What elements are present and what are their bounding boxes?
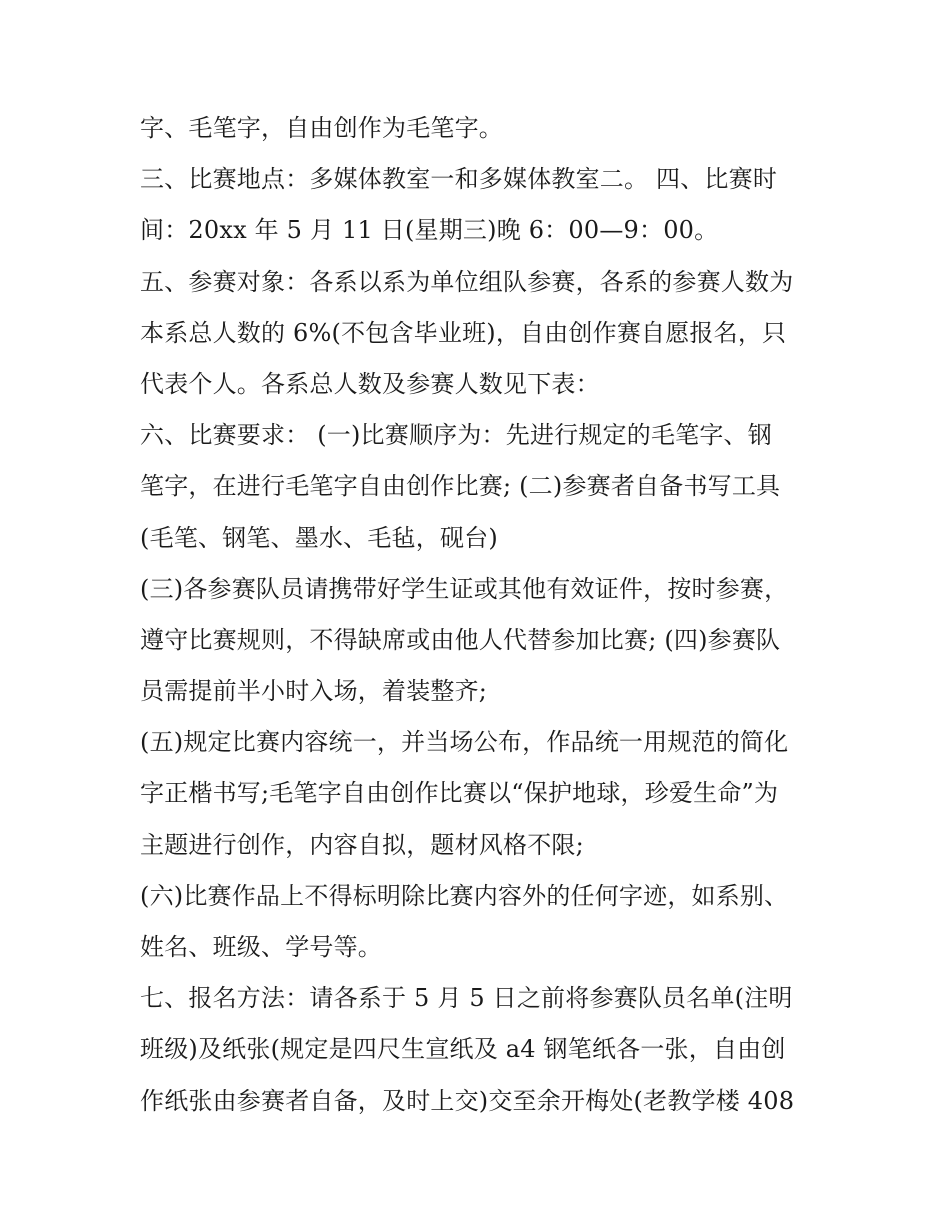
text-line: 班级)及纸张(规定是四尺生宣纸及 a4 钢笔纸各一张，自由创 xyxy=(140,1035,786,1064)
text-line: 字、毛笔字，自由创作为毛笔字。 xyxy=(140,114,503,142)
text-line: 代表个人。各系总人数及参赛人数见下表： xyxy=(140,369,600,398)
text-line: 姓名、班级、学号等。 xyxy=(140,933,382,961)
text-line: 字正楷书写;毛笔字自由创作比赛以“保护地球，珍爱生命”为 xyxy=(140,779,779,808)
text-line: 五、参赛对象：各系以系为单位组队参赛，各系的参赛人数为 xyxy=(140,267,794,296)
text-line: (五)规定比赛内容统一，并当场公布，作品统一用规范的简化 xyxy=(140,728,789,757)
text-line: 三、比赛地点：多媒体教室一和多媒体教室二。 四、比赛时 xyxy=(140,165,778,194)
text-line: 间：20xx 年 5 月 11 日(星期三)晚 6：00—9：00。 xyxy=(140,216,719,245)
text-line: (六)比赛作品上不得标明除比赛内容外的任何字迹，如系别、 xyxy=(140,881,789,910)
text-line: 七、报名方法：请各系于 5 月 5 日之前将参赛队员名单(注明 xyxy=(140,984,793,1013)
text-line: 本系总人数的 6%(不包含毕业班)，自由创作赛自愿报名，只 xyxy=(140,318,787,347)
text-line: (三)各参赛队员请携带好学生证或其他有效证件，按时参赛， xyxy=(140,574,789,603)
body-text xyxy=(140,103,820,1127)
text-line: 遵守比赛规则，不得缺席或由他人代替参加比赛; (四)参赛队 xyxy=(140,625,781,654)
text-line: (毛笔、钢笔、墨水、毛毡，砚台) xyxy=(140,523,498,552)
text-line: 作纸张由参赛者自备，及时上交)交至余开梅处(老教学楼 408 xyxy=(140,1086,795,1115)
text-line: 笔字，在进行毛笔字自由创作比赛; (二)参赛者自备书写工具 xyxy=(140,472,781,501)
text-line: 主题进行创作，内容自拟，题材风格不限; xyxy=(140,830,584,859)
text-line: 员需提前半小时入场，着装整齐; xyxy=(140,677,488,706)
text-line: 六、比赛要求： (一)比赛顺序为：先进行规定的毛笔字、钢 xyxy=(140,421,772,450)
